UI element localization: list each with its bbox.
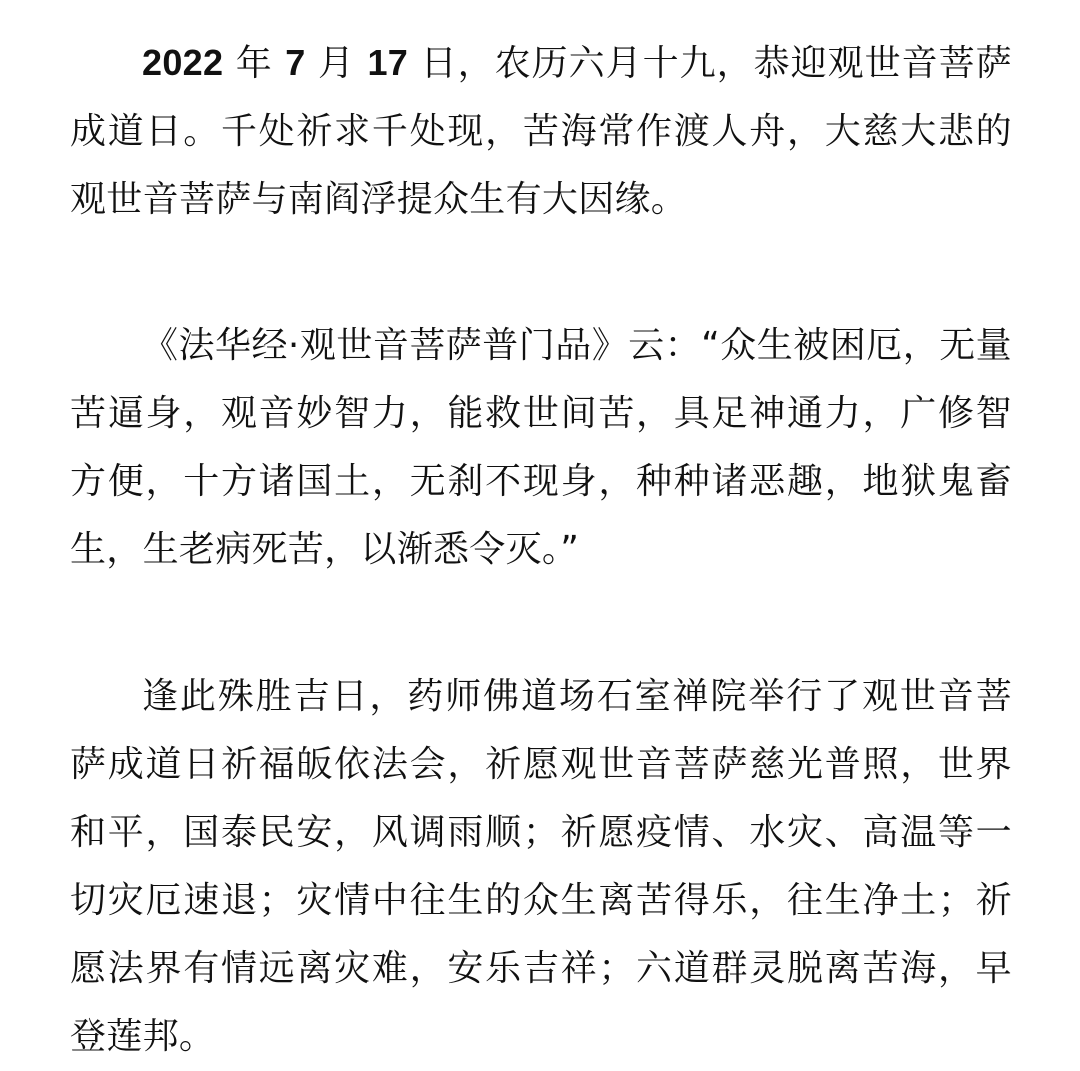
date-unit-month: 月 xyxy=(318,43,356,84)
paragraph-opening xyxy=(70,29,1012,234)
date-month: 7 xyxy=(285,42,306,83)
date-day: 17 xyxy=(367,42,409,83)
date-year: 2022 xyxy=(142,42,224,83)
paragraph-sutra-quote: 《法华经·观世音菩萨普门品》云：“众生被困厄，无量苦逼身，观音妙智力，能救世间苦，具足神通力，广修智方便，十方诸国土，无刹不现身，种种诸恶趣，地狱鬼畜生，生老病死苦，以渐悉令灭。” xyxy=(70,325,1012,570)
date-unit-year: 年 xyxy=(235,43,273,84)
paragraph-ceremony-prayers: 逢此殊胜吉日，药师佛道场石室禅院举行了观世音菩萨成道日祈福皈依法会，祈愿观世音菩萨慈光普照，世界和平，国泰民安，风调雨顺；祈愿疫情、水灾、高温等一切灾厄速退；灾情中往生的众生离苦得乐，往生净土；祈愿法界有情远离灾难，安乐吉祥；六道群灵脱离苦海，早登莲邦。 xyxy=(70,676,1012,1057)
paragraph-opening-text: ，农历六月十九，恭迎观世音菩萨成道日。千处祈求千处现，苦海常作渡人舟，大慈大悲的观世音菩萨与南阎浮提众生有大因缘。 xyxy=(70,43,1012,220)
date-unit-day: 日 xyxy=(420,43,458,84)
